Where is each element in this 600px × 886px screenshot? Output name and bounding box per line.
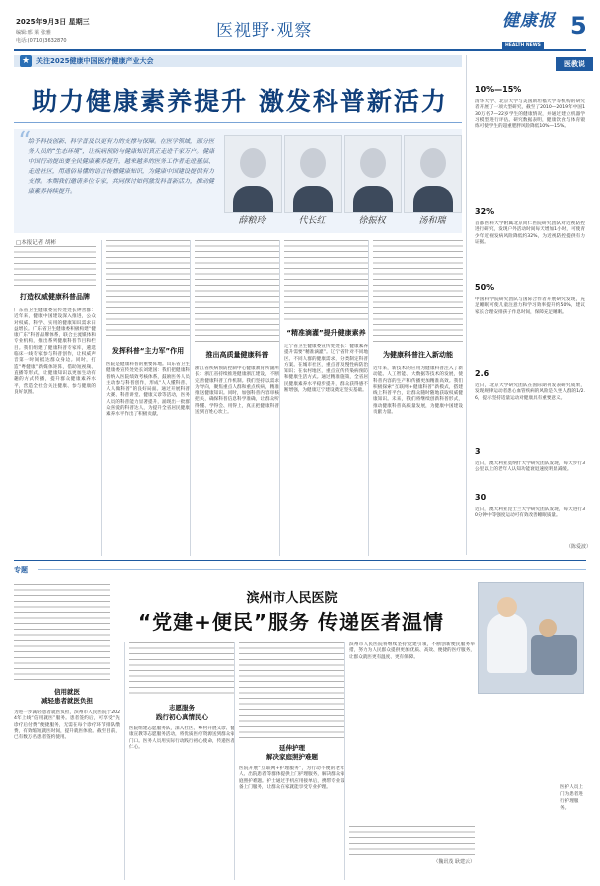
- column-subhead: 推出高质量健康科普: [205, 351, 269, 359]
- article-column: [14, 246, 96, 556]
- sidebar-badge: 医教说: [556, 57, 593, 71]
- hospital-name: 滨州市人民医院: [246, 591, 338, 606]
- portrait-card: [344, 135, 400, 229]
- expert-name: 代长红: [298, 216, 326, 226]
- main-headline: 助力健康素养提升 激发科普新活力: [32, 87, 448, 116]
- quote-icon: “: [18, 127, 32, 157]
- phone-line: 电话:(0710)3632870: [16, 38, 67, 44]
- avatar: [404, 135, 462, 213]
- bottom-column: [234, 642, 345, 880]
- intro-box: [14, 129, 462, 233]
- sidebar-stat: 30: [475, 493, 487, 502]
- section-label: 专题: [14, 566, 28, 574]
- brand-en: HEALTH NEWS: [502, 42, 544, 49]
- sidebar-text: 中国科学院研究团队与国际合作者开展研究发现，充足睡眠可使儿童注意力和学习效率提升约50%，建议家长合理安排孩子作息时间，保障充足睡眠。: [475, 297, 585, 315]
- sidebar: [466, 55, 593, 555]
- section-label-rule: [38, 569, 586, 570]
- article-column: [190, 240, 279, 556]
- sidebar-text: 首都医科大学附属北京同仁医院研究团队对近视防控进行研究，发现户外活动时间每天增加1小时，可使青少年近视发病风险降低约32%，为近视防控提供有力证据。: [475, 221, 585, 245]
- column-text: 医院是健康科普的重要阵地。山东省卫生健康委宣传处处长刘建国：我们把健康科普纳入医院绩效考核体系，鼓励医务人员主动参与科普创作，形成“人人懂科普、人人做科普”的良好局面。通过开展科普大赛、科普讲堂、健康义诊等活动，医务人员的科普能力显著提升，涌现出一批群众喜爱的科普达人，为提升全省居民健康素养水平作出了积极贡献。: [106, 362, 190, 418]
- avatar: [344, 135, 402, 213]
- bottom-text: 医院组建志愿服务队，深入社区、乡村开展义诊、健康宣教等志愿服务活动，将优质医疗资源送到群众家门口。医务人员用实际行动践行初心使命，传递医者仁心。: [129, 726, 235, 750]
- intro-text: 给予科技创新、科学普及以更有力的支撑与保障。在医学领域，部分医务人员的“生态环境”，让疾病预防与健康知识真正走进千家万户。健康中国行动提出要全民健康素养提升，越来越多的医务工作者走进基层、走进社区，用通俗易懂的语言传播健康知识，为健康中国建设提供有力支撑。本期我们邀请多位专家，共同探讨如何激发科普新活力，推动健康素养持续提升。: [28, 138, 215, 195]
- brand-logo: [502, 11, 566, 48]
- bottom-subhead: 志愿服务 践行初心真情民心: [156, 704, 208, 721]
- sidebar-text: 近日，澳大利亚莫纳什大学研究团队发现，每天步行3公里以上的老年人认知功能衰退速度明显减缓。: [475, 461, 585, 473]
- column-text: 广东省卫生健康委宣传处处长钟善群：近年来，健康中国建设深入推进，公众对权威、科学、实用的健康知识需求日益增长。广东省卫生健康委积极构建“健康广东”科普品牌体系，联合主流媒体和专业机构，推出系列健康科普节目和栏目。我们组建了健康科普专家库，遴选临床一线专家参与科普创作，让权威声音第一时间抵达群众身边。同时，打造“粤健康”新媒体矩阵，借助短视频、直播等形式，让健康知识以更加生动有趣的方式传播，提升群众健康素养水平，营造全社会关注健康、参与健康的良好氛围。: [14, 308, 96, 395]
- photo-caption: 医护人员上门为患者进行护理服务。: [560, 785, 583, 811]
- article-column: [279, 240, 368, 556]
- bottom-column: [344, 642, 475, 880]
- article-column: [368, 240, 463, 556]
- sidebar-text: 近日，澳大利亚昆士兰大学研究团队发现，每天进行30分钟中等强度运动可有效改善睡眠质量。: [475, 507, 585, 519]
- bottom-subhead: 信用就医 减轻患者就医负担: [41, 688, 93, 705]
- bottom-headline: “党建+便民”服务 传递医者温情: [137, 610, 444, 634]
- portrait-card: [284, 135, 340, 229]
- brand-name: 健康报: [502, 11, 556, 31]
- headline-underline: [14, 122, 462, 123]
- section-title: 医视野·观察: [216, 21, 313, 41]
- sidebar-text: 清华大学、北京大学与美国斯坦福大学等机构的研究者开展了一项大型研究，截至了2010—2019年中国130万名7—22岁学生的健康情况，并通过建立机器学习模型进行评估。研究数据表明，健康饮食与体育锻炼可使学生的超重肥胖风险降低10%—15%。: [475, 99, 585, 130]
- bottom-column: [124, 642, 235, 880]
- sidebar-stat: 3: [475, 447, 481, 456]
- bottom-column: [14, 688, 120, 880]
- column-text: 浙江省疾病预防控制中心健康教育所副所长：浙江省持续推进健康浙江建设，不断完善健康科普工作机制。我们坚持以需求为导向，聚焦重点人群和重点疾病，精准推送健康知识。同时，加强科普内容审核把关，确保科普信息科学准确，让群众听得懂、学得会、用得上，真正把健康科普送到百姓心坎上。: [195, 366, 279, 416]
- editor-line: 编辑:邢 莱 张雅: [16, 30, 51, 36]
- avatar: [224, 135, 282, 213]
- sidebar-credit: （陈爱波）: [565, 544, 591, 550]
- expert-name: 汤和瑞: [418, 216, 446, 226]
- column-text: 近年来，新技术的应用为健康科普注入了新动能。人工智能、大数据等技术的发展，使科普内容的生产和传播更加精准高效。我们积极探索“互联网+健康科普”新模式，搭建线上科普平台，让群众随时随地获取权威健康知识。未来，我们将继续创新科普形式，推动健康科普高质量发展，为健康中国建设贡献力量。: [373, 366, 463, 416]
- bottom-photo: [478, 582, 584, 694]
- series-label: 关注2025健康中国医疗健康产业大会: [36, 57, 154, 65]
- page-number: 5: [570, 12, 587, 40]
- page-header: [14, 8, 586, 50]
- byline: □本报记者 胡彬: [16, 240, 56, 246]
- column-subhead: 打造权威健康科普品牌: [20, 293, 90, 301]
- sidebar-text: 近日，北京大学研究团队在国际期刊发表研究成果，发现规律运动者患心血管疾病的风险是久坐人群的1/2.6，提示坚持适量运动对健康具有重要意义。: [475, 383, 585, 401]
- portrait-card: [224, 135, 280, 229]
- article-column: [101, 240, 190, 556]
- expert-name: 徐振权: [358, 216, 386, 226]
- expert-name: 薛粮玲: [238, 216, 266, 226]
- bottom-text: 医院开展“互联网+护理服务”，为行动不便的老年人、出院患者等群体提供上门护理服务，解决群众家庭照护难题。护士通过手机应用接单后，携带专业设备上门服务，让群众在家就能享受专业护理。: [239, 766, 345, 790]
- portrait-card: [404, 135, 460, 229]
- column-subhead: 发挥科普“主力军”作用: [111, 347, 185, 355]
- bottom-text: 为进一步减轻患者就医负担，滨州市人民医院于2024年上线“信用就医”服务。患者签约后，可享受“先诊疗后付费”便捷服务，无需在每个诊疗环节排队缴费，有效缩短就医时间，提升就医体验。截至目前，已有数万名患者签约使用。: [14, 710, 120, 741]
- avatar: [284, 135, 342, 213]
- sidebar-stat: 50%: [475, 283, 495, 292]
- column-subhead: 为健康科普注入新动能: [383, 351, 453, 359]
- column-subhead: “精准滴灌”提升健康素养: [286, 329, 366, 337]
- series-label-bar: [14, 55, 462, 67]
- header-rule: [14, 49, 586, 51]
- bottom-subhead: 延伸护理 解决家庭照护难题: [266, 744, 318, 761]
- bottom-credit: （魏讯茂 耿建云）: [433, 859, 475, 865]
- issue-date: 2025年9月3日 星期三: [16, 18, 90, 26]
- bottom-text: 滨州市人民医院将继续坚持党建引领，不断创新便民服务举措，努力为人民群众提供更加优质、高效、便捷的医疗服务，让群众就医更有温度、更有保障。: [349, 642, 475, 660]
- portrait-row: [224, 135, 460, 231]
- star-icon: ★: [21, 56, 31, 66]
- section-divider: [14, 560, 586, 561]
- sidebar-stat: 32%: [475, 207, 495, 216]
- sidebar-stat: 10%—15%: [475, 85, 522, 94]
- sidebar-stat: 2.6: [475, 369, 490, 378]
- column-text: 辽宁省卫生健康委宣传处处长：健康素养提升需要“精准滴灌”。辽宁省针对不同地区、不同人群的健康需求，分类制定科普方案。在城市社区，重点普及慢性病防治知识；在农村地区，重点宣传传染病预防和健康生活方式。通过精准施策，全省居民健康素养水平稳步提升，群众获得感不断增强，为健康辽宁建设奠定坚实基础。: [284, 344, 368, 394]
